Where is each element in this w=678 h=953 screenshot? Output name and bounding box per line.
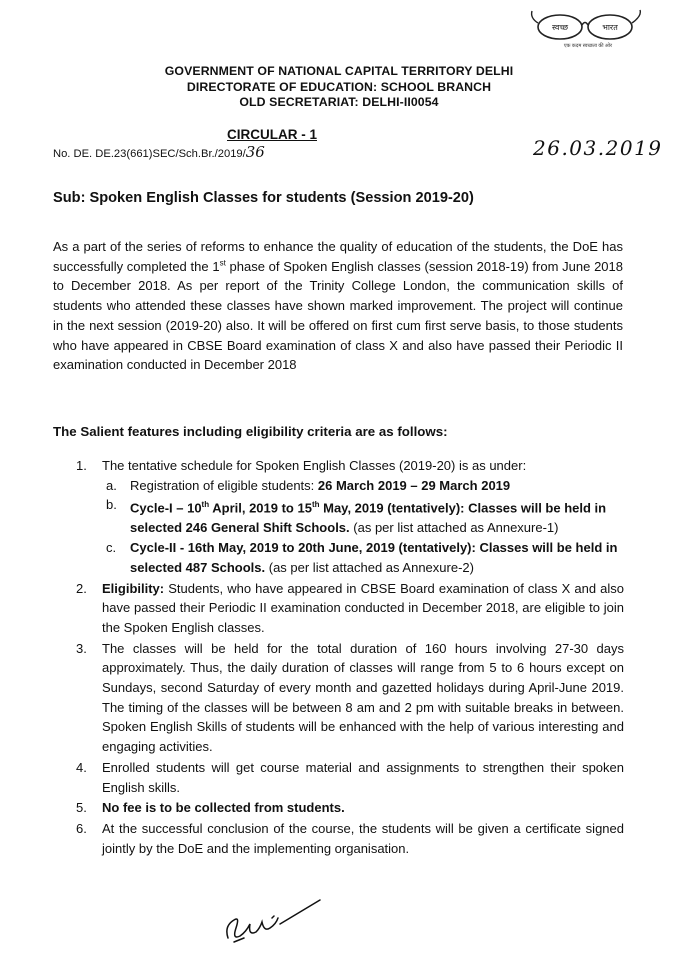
item-text: Students, who have appeared in CBSE Board examination of class X and also have passed their Periodic II examination conducted in December 2018, are eligible to join the Spoken English classes.	[102, 580, 624, 635]
sub-item-letter: b.	[106, 497, 117, 513]
features-list	[72, 456, 624, 859]
sub-item-sup: th	[201, 500, 210, 510]
list-item-3	[72, 639, 624, 757]
item-text: Enrolled students will get course material and assignments to strengthen their spoken English skills.	[102, 759, 624, 795]
intro-sup: st	[219, 258, 226, 268]
list-item-2	[72, 579, 624, 638]
sub-item-text: (as per list attached as Annexure-1)	[349, 520, 559, 536]
circular-number	[53, 143, 265, 161]
sub-item-text: (as per list attached as Annexure-2)	[265, 559, 474, 575]
intro-paragraph	[53, 237, 623, 375]
header-line-1: GOVERNMENT OF NATIONAL CAPITAL TERRITORY DELHI	[164, 64, 514, 78]
logo-tagline: एक कदम स्वच्छता की ओर	[563, 43, 613, 49]
handwritten-signature	[220, 898, 330, 953]
header-line-2: DIRECTORATE OF EDUCATION: SCHOOL BRANCH	[186, 79, 492, 94]
intro-text-1: As a part of the series of reforms to enhance the quality of education of the students, the DoE has successfully completed the 1	[53, 239, 623, 274]
handwritten-date: 26.03.2019	[533, 136, 663, 160]
circular-number-handwritten: 36	[245, 143, 265, 161]
sub-item-letter: c.	[106, 540, 117, 556]
item-text: The tentative schedule for Spoken English Classes (2019-20) is as under:	[102, 458, 527, 473]
item-number: 3.	[76, 640, 87, 656]
sub-item-bold: Cycle-I – 10	[130, 500, 202, 516]
item-number: 5.	[76, 800, 87, 816]
salient-features-heading: The Salient features including eligibility criteria are as follows:	[53, 424, 448, 439]
list-item-4	[72, 758, 624, 797]
header-line-3: OLD SECRETARIAT: DELHI-II0054	[239, 95, 439, 109]
item-number: 1.	[76, 458, 87, 473]
list-item-1	[72, 456, 624, 578]
sub-item-bold: April, 2019 to 15	[209, 500, 312, 516]
item-bold: Eligibility:	[102, 580, 165, 596]
swachh-bharat-logo	[518, 8, 658, 54]
sub-item-bold: May, 2019 (tentatively): Classes will be held in selected 246 General Shift Schools.	[130, 500, 607, 536]
letterhead	[0, 64, 678, 111]
sub-item-b	[106, 495, 624, 538]
sub-item-letter: a.	[106, 477, 117, 493]
sub-item-bold: 26 March 2019 – 29 March 2019	[317, 477, 511, 493]
circular-title: CIRCULAR - 1	[227, 127, 317, 142]
item-number: 4.	[76, 759, 87, 775]
list-item-6	[72, 819, 624, 858]
sub-item-c	[106, 538, 624, 577]
logo-right-word: भारत	[602, 23, 618, 32]
sub-item-text: Registration of eligible students:	[130, 477, 318, 493]
item-text: At the successful conclusion of the course, the students will be given a certificate signed jointly by the DoE and the implementing organisation.	[102, 820, 624, 856]
item-number: 6.	[76, 820, 87, 836]
list-item-5	[72, 798, 624, 818]
item-number: 2.	[76, 580, 87, 596]
spectacles-icon	[528, 8, 648, 42]
sub-item-sup: th	[311, 500, 320, 510]
intro-text-2: phase of Spoken English classes (session 2018-19) from June 2018 to December 2018. As per report of the Trinity College London, the communication skills of students who attended these classes have shown marked improvement. The project will continue in the next session (2019-20) also. It will be offered on first cum first serve basis, to those students who have appeared in CBSE Board examination of class X and also have passed their Periodic II examination conducted in December 2018	[53, 258, 623, 373]
sub-item-a	[106, 476, 624, 496]
sub-item-bold: Cycle-II - 16th May, 2019 to 20th June, 2019 (tentatively): Classes will be held in selected 487 Schools.	[130, 540, 618, 575]
circular-number-prefix: No. DE. DE.23(661)SEC/Sch.Br./2019/	[53, 148, 246, 160]
subject-line: Sub: Spoken English Classes for students (Session 2019-20)	[53, 190, 474, 206]
logo-left-word: स्वच्छ	[551, 23, 569, 32]
item-bold: No fee is to be collected from students.	[102, 800, 345, 816]
item-text: The classes will be held for the total duration of 160 hours involving 27-30 days approximately. Thus, the daily duration of classes will range from 5 to 6 hours except on Sundays, second Saturday of every month and gazetted holidays during April-June 2019. The timing of the classes will be between 8 am and 2 pm with suitable breaks in between. Spoken English Skills of students will be enhanced with the help of various interesting and engaging activities.	[102, 640, 624, 755]
